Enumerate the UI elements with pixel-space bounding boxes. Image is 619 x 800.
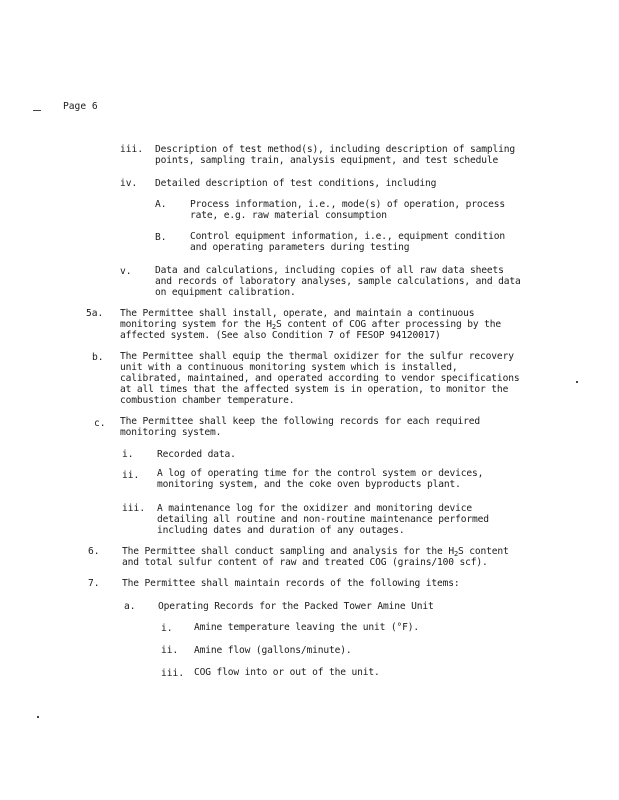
item-text-line: detailing all routine and non-routine maintenance performed	[157, 514, 489, 525]
item-text-line: The Permittee shall maintain records of the following items:	[122, 578, 460, 589]
item-text-line: including dates and duration of any outages.	[157, 525, 405, 536]
item-label: 5a.	[86, 308, 104, 319]
item-text-line: A log of operating time for the control system or devices,	[157, 468, 484, 479]
item-label: 7.	[88, 578, 100, 589]
item-text-line: Process information, i.e., mode(s) of operation, process	[190, 199, 506, 210]
item-text-line: COG flow into or out of the unit.	[194, 667, 380, 678]
item-label: iii.	[161, 668, 185, 679]
item-text-line: Amine flow (gallons/minute).	[194, 645, 352, 656]
item-text-line: on equipment calibration.	[155, 287, 296, 298]
item-label: iii.	[122, 503, 146, 514]
item-text-line: monitoring system for the $H_2S$ content of COG after processing by the	[120, 319, 502, 331]
item-text-line: A maintenance log for the oxidizer and monitoring device	[157, 503, 473, 514]
item-text-line: Data and calculations, including copies of all raw data sheets	[155, 265, 504, 276]
item-text-line: and operating parameters during testing	[190, 242, 410, 253]
item-label: b.	[92, 352, 104, 363]
item-label: iii.	[120, 144, 144, 155]
item-label: c.	[94, 418, 106, 429]
scan-mark	[576, 381, 578, 383]
item-text-line: Amine temperature leaving the unit (°F).	[194, 622, 420, 633]
item-label: ii.	[122, 470, 140, 481]
item-label: v.	[120, 266, 132, 277]
item-text-line: Description of test method(s), including description of sampling	[155, 144, 516, 155]
item-text-line: monitoring system, and the coke oven byproducts plant.	[157, 479, 461, 490]
item-label: i.	[161, 623, 173, 634]
item-text-line: at all times that the affected system is in operation, to monitor the	[120, 384, 509, 395]
item-text-line: The Permittee shall install, operate, and maintain a continuous	[120, 308, 475, 319]
item-text-line: Control equipment information, i.e., equipment condition	[190, 231, 506, 242]
item-text-line: and records of laboratory analyses, sample calculations, and data	[155, 276, 521, 287]
item-text-line: points, sampling train, analysis equipment, and test schedule	[155, 155, 499, 166]
scan-mark	[33, 110, 41, 111]
item-text-line: and total sulfur content of raw and treated COG (grains/100 scf).	[122, 557, 488, 568]
item-text-line: The Permittee shall conduct sampling and analysis for the $H_2S$ content	[122, 546, 509, 558]
item-label: 6.	[88, 546, 100, 557]
item-text-line: calibrated, maintained, and operated according to vendor specifications	[120, 373, 520, 384]
item-label: ii.	[161, 645, 179, 656]
item-text-line: monitoring system.	[120, 427, 222, 438]
item-text-line: affected system. (See also Condition 7 of FESOP 94120017)	[120, 330, 441, 341]
item-text-line: unit with a continuous monitoring system which is installed,	[120, 362, 458, 373]
item-text-line: The Permittee shall keep the following records for each required	[120, 416, 481, 427]
item-text-line: Operating Records for the Packed Tower Amine Unit	[158, 601, 434, 612]
item-label: i.	[122, 449, 134, 460]
item-text-line: rate, e.g. raw material consumption	[190, 210, 387, 221]
item-label: A.	[155, 199, 167, 210]
item-label: iv.	[120, 178, 138, 189]
scan-mark	[37, 716, 39, 718]
item-label: B.	[155, 232, 167, 243]
item-label: a.	[124, 601, 136, 612]
item-text-line: Recorded data.	[157, 449, 236, 460]
page-label: Page 6	[63, 101, 98, 112]
item-text-line: The Permittee shall equip the thermal oxidizer for the sulfur recovery	[120, 351, 514, 362]
item-text-line: combustion chamber temperature.	[120, 395, 295, 406]
item-text-line: Detailed description of test conditions, including	[155, 178, 437, 189]
